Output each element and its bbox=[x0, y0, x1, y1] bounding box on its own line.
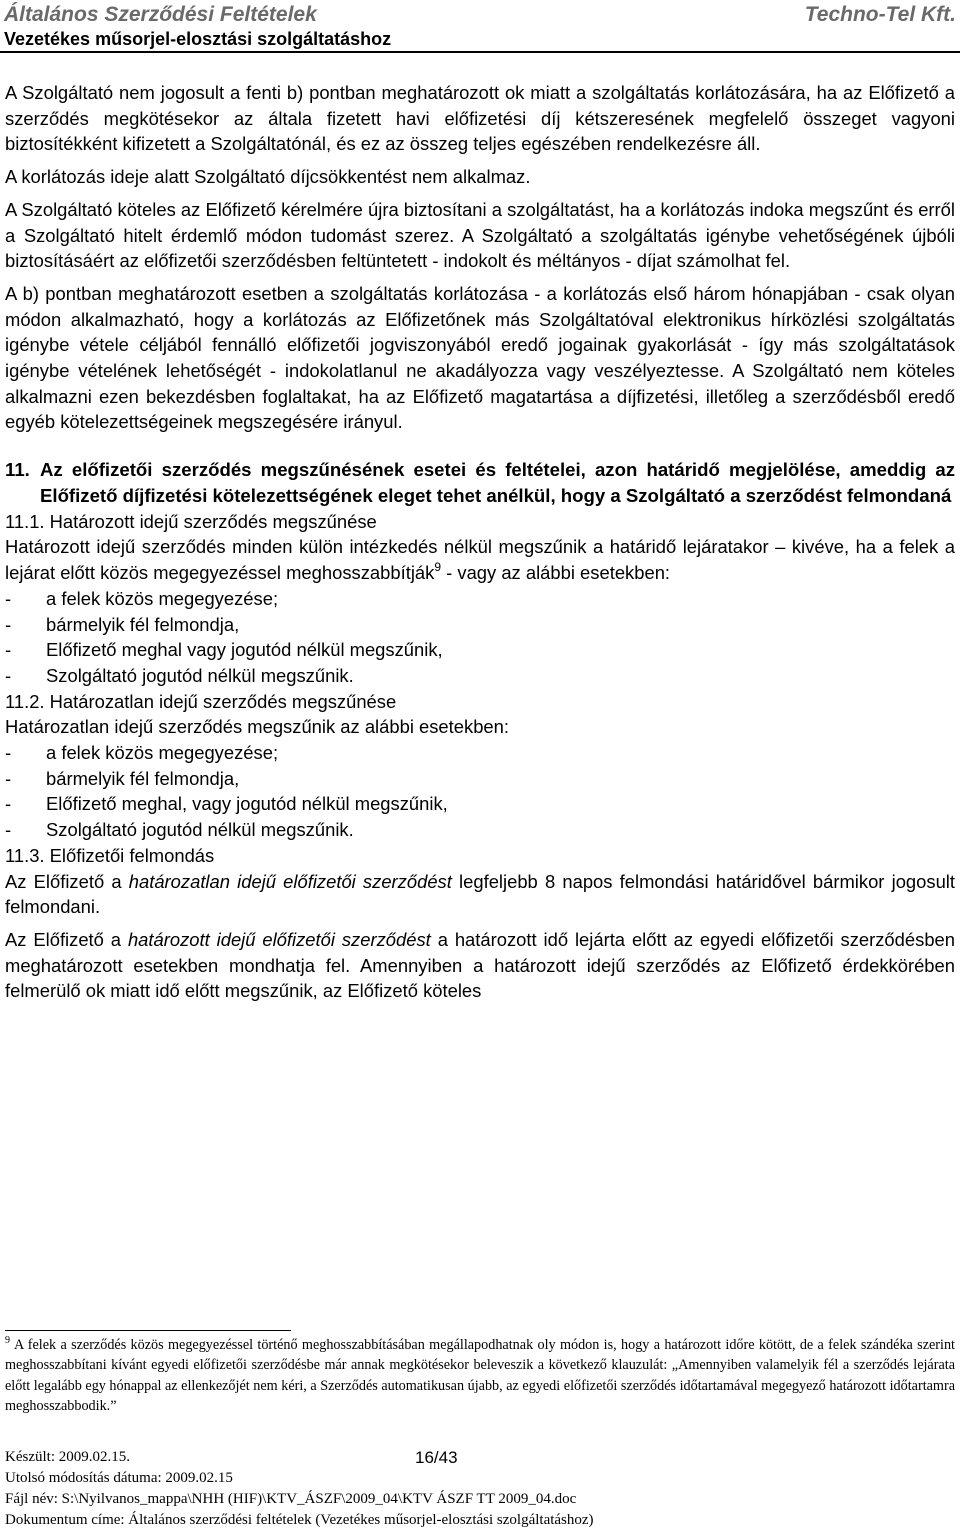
termination-list-fixed bbox=[5, 586, 955, 689]
list-dash: - bbox=[5, 742, 12, 764]
termination-list-indefinite bbox=[5, 740, 955, 843]
list-dash: - bbox=[5, 664, 12, 686]
paragraph bbox=[5, 869, 955, 920]
footnote-ref: 9 bbox=[434, 560, 442, 575]
list-item bbox=[5, 740, 955, 766]
page-footer bbox=[5, 1447, 955, 1531]
header-company: Techno-Tel Kft. bbox=[804, 3, 956, 26]
list-item bbox=[5, 791, 955, 817]
paragraph-text: Az Előfizető a bbox=[5, 870, 129, 892]
paragraph: A Szolgáltató nem jogosult a fenti b) pontban meghatározott ok miatt a szolgáltatás korlátozására, ha az Előfizető a szerződés megkötésekor az általa fizetett havi előfizetési díj kétszeresének megfelelő összeget vagyoni biztosítékként kifizetett a Szolgáltatónál, és ez az összeg teljes egészében rendelkezésre áll. bbox=[5, 82, 955, 155]
footer-modified: Utolsó módosítás dátuma: 2009.02.15 bbox=[5, 1470, 233, 1486]
paragraph: Határozatlan idejű szerződés megszűnik az alábbi esetekben: bbox=[5, 716, 509, 738]
list-item-text: a felek közös megegyezése; bbox=[46, 587, 279, 609]
list-dash: - bbox=[5, 639, 12, 661]
list-dash: - bbox=[5, 767, 12, 789]
header-title: Általános Szerződési Feltételek bbox=[4, 3, 317, 26]
list-item-text: bármelyik fél felmondja, bbox=[46, 767, 240, 789]
list-item bbox=[5, 586, 955, 612]
paragraph bbox=[5, 534, 955, 585]
paragraph-text: Az Előfizető a bbox=[5, 928, 128, 950]
list-dash: - bbox=[5, 613, 12, 635]
footnote-separator bbox=[5, 1330, 291, 1331]
list-dash: - bbox=[5, 793, 12, 815]
paragraph bbox=[5, 927, 955, 1004]
list-item-text: a felek közös megegyezése; bbox=[46, 742, 279, 764]
footer-created: Készült: 2009.02.15. bbox=[5, 1449, 130, 1465]
list-item bbox=[5, 612, 955, 638]
paragraph-text: - vagy az alábbi esetekben: bbox=[441, 562, 671, 584]
subsection-heading-11-3: 11.3. Előfizetői felmondás bbox=[5, 844, 215, 866]
list-item-text: Előfizető meghal, vagy jogutód nélkül megszűnik, bbox=[46, 793, 448, 815]
paragraph-text: a határozott idő lejárta előtt az egyedi előfizetői szerződésben meghatározott esetekben mondhatja fel. Amennyiben a határozott idejű szerződés az Előfizető érdekkörében felmerülő ok miatt idő előtt megszűnik, az Előfizető köteles bbox=[5, 928, 955, 1002]
list-item bbox=[5, 663, 955, 689]
list-dash: - bbox=[5, 819, 12, 841]
section-title: Az előfizetői szerződés megszűnésének esetei és feltételei, azon határidő megjelölése, ameddig az Előfizető díjfizetési kötelezettségének eleget tehet anélkül, hogy a Szolgáltató a szerződést felmondaná bbox=[40, 459, 955, 506]
subsection-heading-11-2: 11.2. Határozatlan idejű szerződés megszűnése bbox=[5, 690, 397, 712]
page-number: 16/43 bbox=[415, 1448, 458, 1467]
section-heading-11 bbox=[5, 457, 955, 509]
emphasis-text: határozatlan idejű előfizetői szerződést bbox=[128, 870, 452, 892]
footer-filename: Fájl név: S:\Nyilvanos_mappa\NHH (HIF)\KTV_ÁSZF\2009_04\KTV ÁSZF TT 2009_04.doc bbox=[5, 1491, 577, 1507]
section-number: 11. bbox=[5, 459, 30, 481]
subsection-heading-11-1: 11.1. Határozott idejű szerződés megszűnése bbox=[5, 510, 377, 532]
emphasis-text: határozott idejű előfizetői szerződést bbox=[127, 928, 431, 950]
header-subtitle: Vezetékes műsorjel-elosztási szolgáltatáshoz bbox=[4, 29, 392, 49]
paragraph: A korlátozás ideje alatt Szolgáltató díjcsökkentést nem alkalmaz. bbox=[5, 166, 531, 188]
paragraph: A b) pontban meghatározott esetben a szolgáltatás korlátozása - a korlátozás első három hónapjában - csak olyan módon alkalmazható, hogy a korlátozás az Előfizetőnek más Szolgáltatóval elektronikus hírközlési szolgáltatás igénybe vétele céljából fennálló előfizetői jogviszonyából eredő jogainak gyakorlását - így más szolgáltatások igénybe vételének lehetőségét - indokolatlanul ne akadályozza vagy veszélyeztesse. A Szolgáltató nem köteles alkalmazni ezen bekezdésben foglaltakat, ha az Előfizető magatartása a díjfizetési, illetőleg a szerződésből eredő egyéb kötelezettségeinek megszegésére irányul. bbox=[5, 282, 955, 433]
paragraph: A Szolgáltató köteles az Előfizető kérelmére újra biztosítani a szolgáltatást, ha a korlátozás indoka megszűnt és erről a Szolgáltató hitelt érdemlő módon tudomást szerez. A Szolgáltató a szolgáltatás igénybe vehetőségének újbóli biztosításáért az előfizetői szerződésben feltüntetett - indokolt és méltányos - díjat számolhat fel. bbox=[5, 198, 955, 272]
footnote-mark: 9 bbox=[5, 1335, 10, 1346]
header-rule bbox=[0, 51, 960, 53]
list-item bbox=[5, 817, 955, 843]
footer-doctitle: Dokumentum címe: Általános szerződési feltételek (Vezetékes műsorjel-elosztási szolgáltatáshoz) bbox=[5, 1512, 594, 1528]
list-dash: - bbox=[5, 587, 12, 609]
list-item-text: Szolgáltató jogutód nélkül megszűnik. bbox=[46, 664, 354, 686]
paragraph-text: Határozott idejű szerződés minden külön intézkedés nélkül megszűnik a határidő lejáratakor – kivéve, ha a felek a lejárat előtt közös megegyezéssel meghosszabbítják bbox=[5, 536, 955, 584]
list-item-text: bármelyik fél felmondja, bbox=[46, 613, 240, 635]
paragraph-text: legfeljebb 8 napos felmondási határidővel bármikor jogosult felmondani. bbox=[5, 870, 955, 918]
list-item bbox=[5, 637, 955, 663]
list-item-text: Előfizető meghal vagy jogutód nélkül megszűnik, bbox=[46, 639, 443, 661]
footnote bbox=[5, 1335, 955, 1417]
list-item-text: Szolgáltató jogutód nélkül megszűnik. bbox=[46, 819, 354, 841]
footnote-text: A felek a szerződés közös megegyezéssel történő meghosszabbításában megállapodhatnak oly módon is, hogy a határozott időre kötött, de a felek szándéka szerint meghosszabbítani kívánt egyedi előfizetői szerződésbe már annak megkötésekor beleveszik a következő klauzulát: „Amennyiben valamelyik fél a szerződés lejárata előtt legalább egy hónappal az ellenkezőjét nem kéri, a Szerződés automatikusan újabb, az egyedi előfizetői szerződés időtartamával megegyező határozott időtartamra meghosszabbodik.” bbox=[5, 1337, 955, 1415]
page-header bbox=[0, 0, 960, 52]
list-item bbox=[5, 766, 955, 792]
footnote-area bbox=[5, 1330, 955, 1417]
document-body bbox=[5, 80, 955, 1004]
